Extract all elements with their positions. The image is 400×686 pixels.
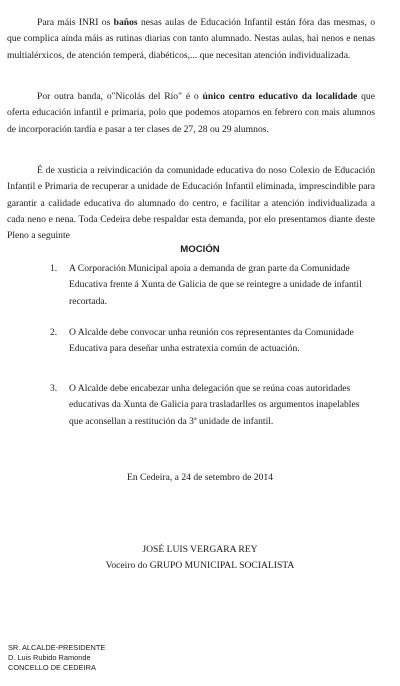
addressee-name: D. Luis Rubido Ramonde	[8, 653, 91, 663]
paragraph-unico-centro-rest: que oferta educación infantil e primaria, polo que podemos atoparnos en febrero con mais alumnos de incorporación tardía e pasar a ter clases de 27, 28 ou 29 alumnos.	[7, 91, 375, 135]
paragraph-banos-emphasis: baños	[113, 17, 138, 28]
addressee-title: SR. ALCALDE-PRESIDENTE	[8, 643, 106, 652]
mocion-item-text: O Alcalde debe encabezar unha delegación que se reúna coas autoridades educativas da Xunta de Galicia para trasladarlles os argumentos inapelables que aconsellan a restitución da 3ª unidade de infantil.	[69, 383, 360, 427]
paragraph-unico-centro	[7, 89, 375, 138]
paragraph-unico-centro-emphasis: único centro educativo da localidade	[202, 91, 358, 102]
mocion-item-number: 1.	[50, 263, 58, 274]
addressee-block	[8, 643, 105, 674]
signatory-role: Voceiro do GRUPO MUNICIPAL SOCIALISTA	[105, 560, 295, 571]
signatory-name: JOSÉ LUIS VERGARA REY	[142, 544, 258, 555]
paragraph-xusticia: É de xusticia a reivindicación da comunidade educativa do noso Colexio de Educación Infantil e Primaria de recuperar a unidade de Educación Infantil eliminada, imprescindible para garantir a calidade educativa do alumnado do centro, e facilitar a atención individualizada a cada neno e nena. Toda Cedeira debe respaldar esta demanda, por elo presentamos diante deste Pleno a seguinte	[7, 165, 375, 242]
addressee-institution: CONCELLO DE CEDEIRA	[8, 663, 96, 673]
paragraph-banos-intro: Para máis INRI os	[37, 17, 114, 28]
mocion-item-number: 3.	[50, 383, 58, 394]
paragraph-banos-rest: nesas aulas de Educación Infantil están fóra das mesmas, o que complica aínda máis as rutinas diarias con tanto alumnado. Nestas aulas, hai nenos e nenas multialérxicos, de atención temperá, diabéticos,... que necesitan atención individualizada.	[7, 17, 375, 61]
mocion-item-number: 2.	[50, 327, 58, 338]
paragraph-unico-centro-intro: Por outra banda, o"Nicolás del Río" é o	[37, 91, 203, 102]
mocion-heading: MOCIÓN	[180, 244, 220, 255]
mocion-item-text: A Corporación Municipal apoia a demanda de gran parte da Comunidade Educativa frente á Xunta de Galicia de que se reintegre a unidade de infantil recortada.	[69, 263, 362, 307]
paragraph-banos	[7, 15, 375, 64]
date-line: En Cedeira, a 24 de setembro de 2014	[127, 472, 273, 483]
mocion-item-text: O Alcalde debe convocar unha reunión cos representantes da Comunidade Educativa para deseñar unha estratexia común de actuación.	[69, 327, 354, 355]
